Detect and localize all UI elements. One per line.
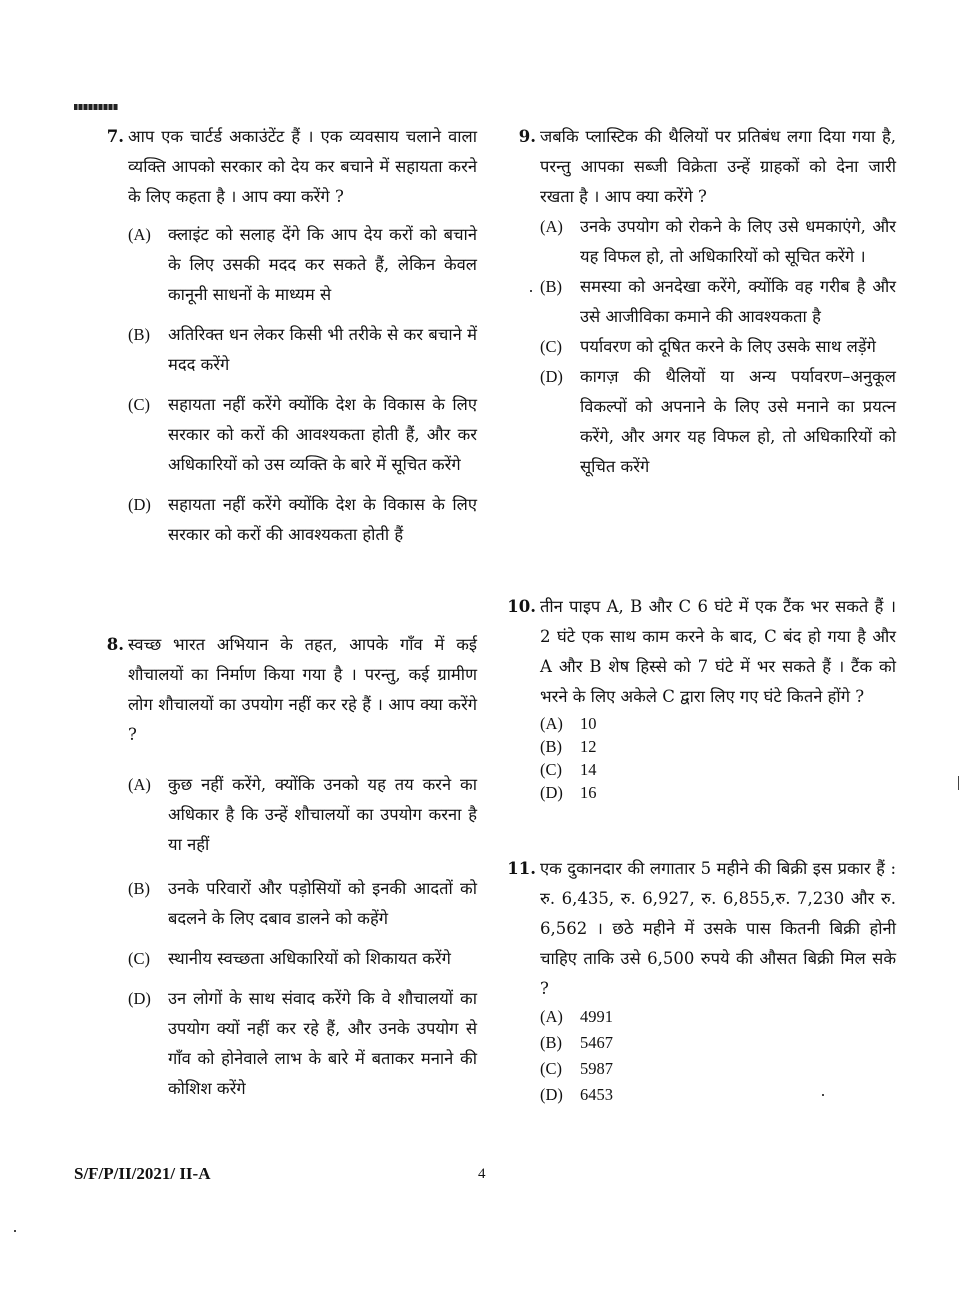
header-mark: [74, 104, 118, 110]
option-label: (C): [540, 337, 562, 356]
option-label: (D): [540, 367, 563, 386]
question-stem: जबकि प्लास्टिक की थैलियों पर प्रतिबंध लगा दिया गया है, परन्तु आपका सब्जी विक्रेता उन्हें ग्राहकों को देना जारी रखता है । आप क्या करेंगे ?: [540, 127, 896, 206]
question-stem: स्वच्छ भारत अभियान के तहत, आपके गाँव में कई शौचालयों का निर्माण किया गया है । परन्तु, कई ग्रामीण लोग शौचालयों का उपयोग नहीं कर रहे हैं । आप क्या करेंगे ?: [128, 635, 477, 744]
question-number: 8.: [106, 635, 124, 654]
option-label: (B): [540, 277, 562, 296]
question-10: [504, 592, 896, 836]
scan-speck: [14, 1230, 16, 1232]
option-c: [540, 758, 896, 781]
option-label: (A): [128, 225, 151, 244]
option-d: [540, 781, 896, 804]
option-text: सहायता नहीं करेंगे क्योंकि देश के विकास के लिए सरकार को करों की आवश्यकता होती हैं, और कर अधिकारियों को उस व्यक्ति के बारे में सूचित करेंगे: [168, 395, 477, 474]
option-label: (D): [128, 989, 151, 1008]
question-number: 10.: [507, 597, 536, 616]
option-a: [540, 212, 896, 272]
option-text: 14: [580, 760, 597, 779]
scan-speck: [822, 1094, 824, 1096]
option-label: (D): [540, 1085, 563, 1104]
option-label: (C): [128, 395, 150, 414]
option-text: समस्या को अनदेखा करेंगे, क्योंकि वह गरीब है और उसे आजीविका कमाने की आवश्यकता है: [580, 277, 896, 326]
scan-speck: [958, 776, 959, 790]
option-d: [540, 1082, 896, 1108]
option-label: (C): [128, 949, 150, 968]
option-text: उनके परिवारों और पड़ोसियों को इनकी आदतों को बदलने के लिए दबाव डालने को कहेंगे: [168, 879, 477, 928]
option-d: [128, 490, 477, 550]
option-label: (D): [540, 783, 563, 802]
option-label: (D): [128, 495, 151, 514]
option-label: (A): [540, 714, 563, 733]
option-text: कुछ नहीं करेंगे, क्योंकि उनको यह तय करने का अधिकार है कि उन्हें शौचालयों का उपयोग करना है या नहीं: [168, 775, 477, 854]
option-label: (A): [128, 775, 151, 794]
option-d: [128, 984, 477, 1104]
page-number: 4: [478, 1166, 486, 1182]
option-label: (C): [540, 1059, 562, 1078]
paper-code: S/F/P/II/2021/ II-A: [74, 1164, 211, 1183]
question-number: 11.: [507, 859, 536, 878]
option-text: पर्यावरण को दूषित करने के लिए उसके साथ लड़ेंगे: [580, 337, 876, 356]
question-8: [92, 630, 477, 1104]
option-text: स्थानीय स्वच्छता अधिकारियों को शिकायत करेंगे: [168, 949, 451, 968]
option-b: [128, 320, 477, 380]
option-a: [128, 220, 477, 310]
scan-speck: [530, 290, 532, 292]
option-a: [540, 712, 896, 735]
option-b: [540, 272, 896, 332]
option-text: कागज़ की थैलियों या अन्य पर्यावरण–अनुकूल विकल्पों को अपनाने के लिए उसे मनाने का प्रयत्न करेंगे, और अगर यह विफल हो, तो अधिकारियों को सूचित करेंगे: [580, 367, 896, 476]
option-text: 10: [580, 714, 597, 733]
option-a: [540, 1004, 896, 1030]
option-label: (B): [540, 1033, 562, 1052]
option-text: 6453: [580, 1085, 613, 1104]
option-label: (A): [540, 217, 563, 236]
question-number: 9.: [518, 127, 536, 146]
option-c: [540, 1056, 896, 1082]
option-b: [128, 874, 477, 934]
option-text: क्लाइंट को सलाह देंगे कि आप देय करों को बचाने के लिए उसकी मदद कर सकते हैं, लेकिन केवल कानूनी साधनों के माध्यम से: [168, 225, 477, 304]
option-text: 5467: [580, 1033, 613, 1052]
option-label: (B): [128, 325, 150, 344]
question-11: [504, 854, 896, 1108]
option-b: [540, 735, 896, 758]
option-text: उनके उपयोग को रोकने के लिए उसे धमकाएंगे, और यह विफल हो, तो अधिकारियों को सूचित करेंगे ।: [580, 217, 896, 266]
option-label: (B): [540, 737, 562, 756]
option-text: 5987: [580, 1059, 613, 1078]
option-text: सहायता नहीं करेंगे क्योंकि देश के विकास के लिए सरकार को करों की आवश्यकता होती हैं: [168, 495, 477, 544]
option-a: [128, 770, 477, 860]
option-text: उन लोगों के साथ संवाद करेंगे कि वे शौचालयों का उपयोग क्यों नहीं कर रहे हैं, और उनके उपयोग से गाँव को होनेवाले लाभ के बारे में बताकर मनाने की कोशिश करेंगे: [168, 989, 477, 1098]
option-d: [540, 362, 896, 482]
left-column: [92, 122, 477, 1104]
option-label: (C): [540, 760, 562, 779]
question-stem: एक दुकानदार की लगातार 5 महीने की बिक्री इस प्रकार हैं : रु. 6,435, रु. 6,927, रु. 6,855,रु. 7,230 और रु. 6,562 । छठे महीने में उसके पास कितनी बिक्री होनी चाहिए ताकि उसे 6,500 रुपये की औसत बिक्री मिल सके ?: [540, 859, 896, 998]
question-stem: आप एक चार्टर्ड अकाउंटेंट हैं । एक व्यवसाय चलाने वाला व्यक्ति आपको सरकार को देय कर बचाने में सहायता करने के लिए कहता है । आप क्या करेंगे ?: [128, 127, 477, 206]
option-text: अतिरिक्त धन लेकर किसी भी तरीके से कर बचाने में मदद करेंगे: [168, 325, 477, 374]
option-label: (A): [540, 1007, 563, 1026]
option-b: [540, 1030, 896, 1056]
question-number: 7.: [106, 127, 124, 146]
question-7: [92, 122, 477, 608]
question-9: [504, 122, 896, 562]
option-c: [128, 944, 477, 974]
option-text: 4991: [580, 1007, 613, 1026]
option-c: [128, 390, 477, 480]
question-stem: तीन पाइप A, B और C 6 घंटे में एक टैंक भर सकते हैं । 2 घंटे एक साथ काम करने के बाद, C बंद हो गया है और A और B शेष हिस्से को 7 घंटे में भर सकते हैं । टैंक को भरने के लिए अकेले C द्वारा लिए गए घंटे कितने होंगे ?: [540, 597, 896, 706]
option-text: 16: [580, 783, 597, 802]
right-column: [504, 122, 896, 1108]
option-text: 12: [580, 737, 597, 756]
option-c: [540, 332, 896, 362]
option-label: (B): [128, 879, 150, 898]
